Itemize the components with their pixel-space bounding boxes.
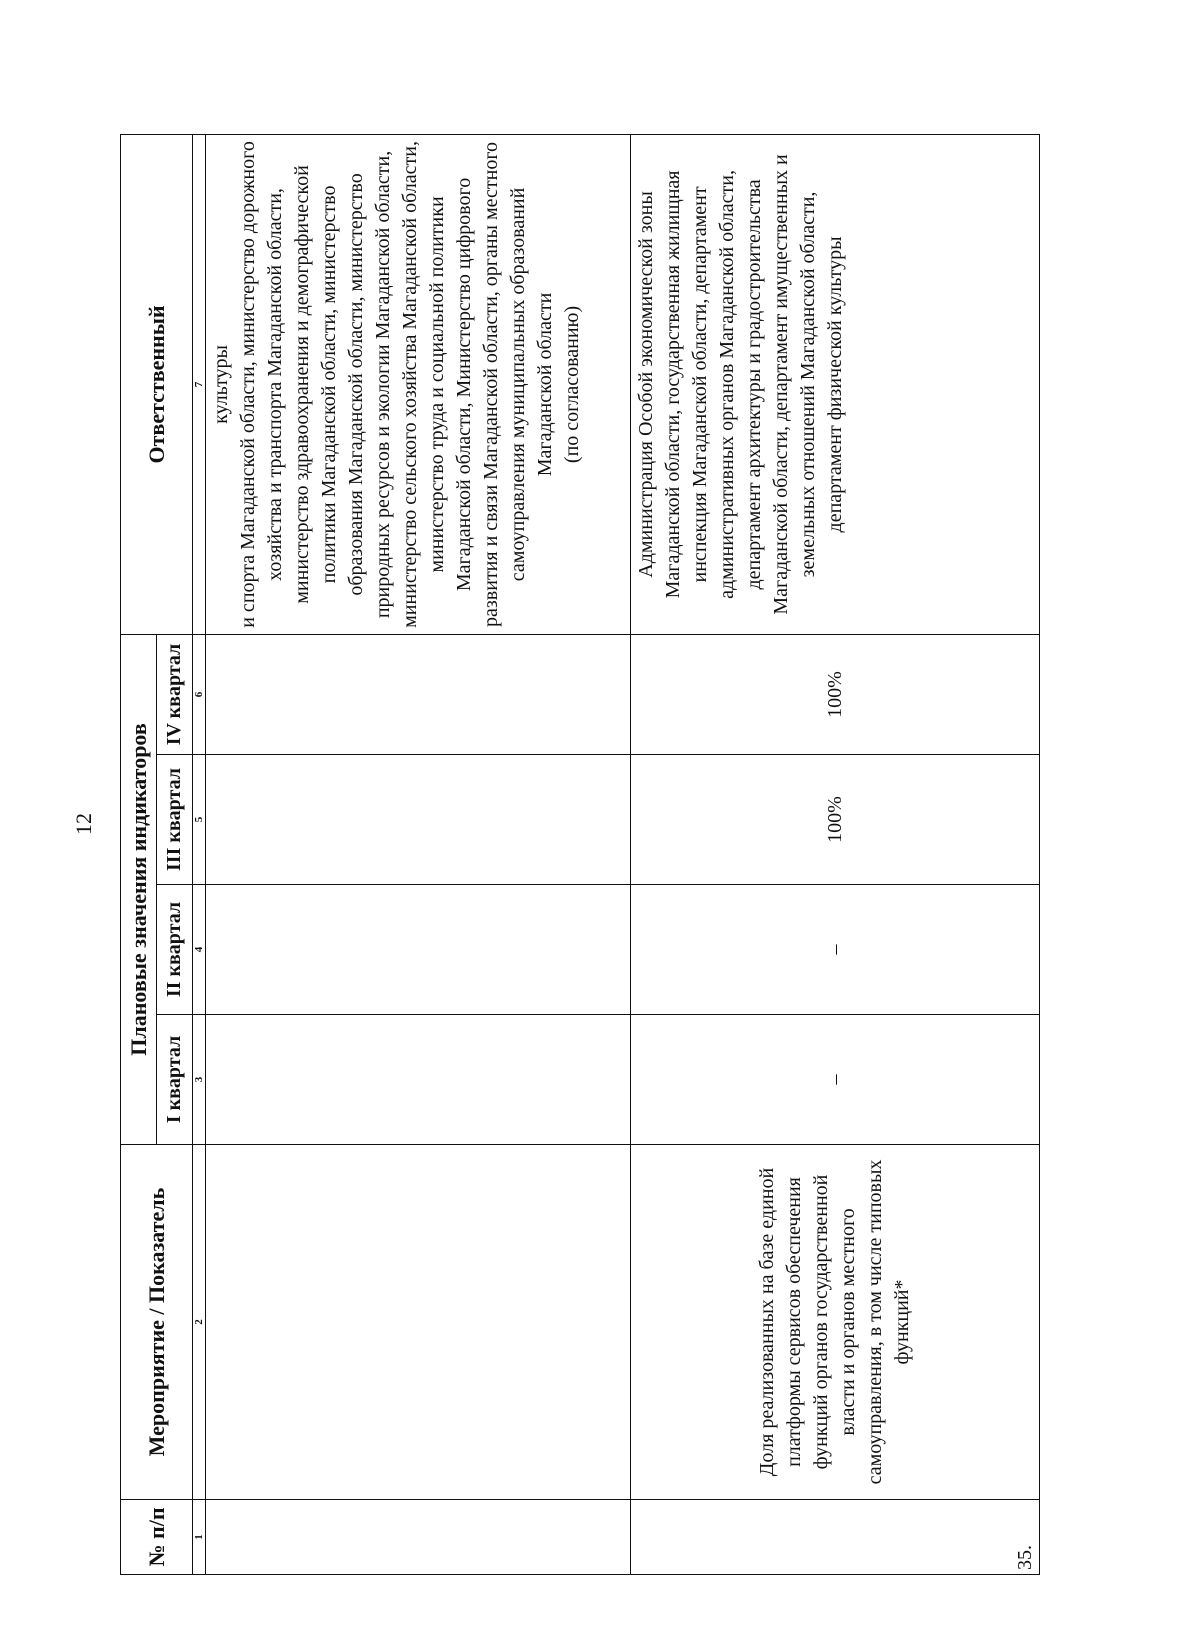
row-num: [206, 1500, 631, 1575]
row-q4: [206, 634, 631, 754]
row-num: 35.: [631, 1500, 1040, 1575]
rotated-table-container: [120, 135, 1040, 1575]
header-q1: I квартал: [157, 1015, 193, 1145]
row-q1: –: [631, 1015, 1040, 1145]
column-number: 1: [193, 1500, 206, 1575]
header-q4: IV квартал: [157, 634, 193, 754]
header-event: Мероприятие / Показатель: [121, 1145, 193, 1500]
table-row: [206, 134, 631, 1574]
page-number: 12: [71, 813, 96, 835]
row-q3: [206, 755, 631, 885]
row-responsible: культуры и спорта Магаданской области, министерство дорожного хозяйства и транспорта Магаданской области, министерство здравоохранения и демографической политики Магаданской области, министерство образования Магаданской области, министерство природных ресурсов и экологии Магаданской области, министерство сельского хозяйства Магаданской области, министерство труда и социальной политики Магаданской области, Министерство цифрового развития и связи Магаданской области, органы местного самоуправления муниципальных образований Магаданской области (по согласованию): [206, 134, 631, 634]
table-row: [631, 134, 1040, 1574]
row-q1: [206, 1015, 631, 1145]
column-number: 7: [193, 134, 206, 634]
column-number: 6: [193, 634, 206, 754]
header-responsible: Ответственный: [121, 134, 193, 634]
row-q2: –: [631, 885, 1040, 1015]
column-number: 2: [193, 1145, 206, 1500]
row-q4: 100%: [631, 634, 1040, 754]
header-planned: Плановые значения индикаторов: [121, 634, 157, 1144]
row-event: Доля реализованных на базе единой платформы сервисов обеспечения функций органов государственной власти и органов местного самоуправления, в том числе типовых функций*: [631, 1145, 1040, 1500]
row-q2: [206, 885, 631, 1015]
row-event: [206, 1145, 631, 1500]
column-number: 4: [193, 885, 206, 1015]
header-q2: II квартал: [157, 885, 193, 1015]
row-q3: 100%: [631, 755, 1040, 885]
indicators-table: [120, 134, 1040, 1575]
row-responsible: Администрация Особой экономической зоны Магаданской области, государственная жилищная инспекция Магаданской области, департамент административных органов Магаданской области, департамент архитектуры и градостроительства Магаданской области, департамент имущественных и земельных отношений Магаданской области, департамент физической культуры: [631, 134, 1040, 634]
column-number: 5: [193, 755, 206, 885]
header-q3: III квартал: [157, 755, 193, 885]
header-num: № п/п: [121, 1500, 193, 1575]
column-number: 3: [193, 1015, 206, 1145]
